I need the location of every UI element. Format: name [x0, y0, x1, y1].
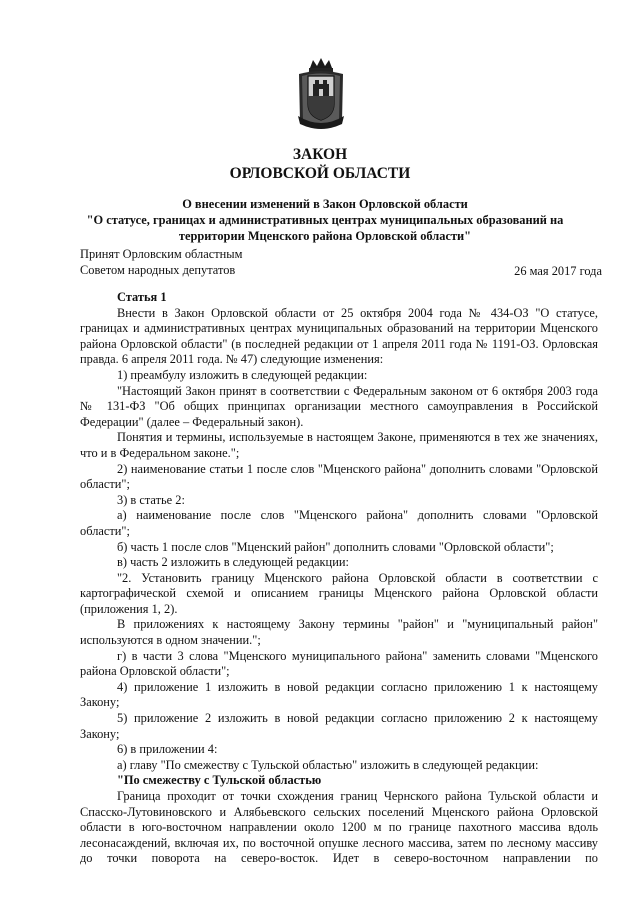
paragraph: 3) в статье 2: — [117, 492, 185, 507]
paragraph: 2) наименование статьи 1 после слов "Мценского района" дополнить словами "Орловской области"; — [80, 461, 598, 492]
adoption-line: Советом народных депутатов — [80, 263, 236, 277]
paragraph: 4) приложение 1 изложить в новой редакции согласно приложению 1 к настоящему Закону; — [80, 679, 598, 710]
paragraph: "2. Установить границу Мценского района Орловской области в соответствии с картографической схемой и описанием границы Мценского района Орловской области (приложения 1, 2). — [80, 570, 598, 616]
adoption-authority — [80, 246, 242, 278]
law-subtitle-quoted-title: "О статусе, границах и административных центрах муниципальных образований на территории Мценского района Орловской области" — [86, 213, 564, 243]
paragraph: а) главу "По смежеству с Тульской областью" изложить в следующей редакции: — [117, 757, 539, 772]
paragraph: 6) в приложении 4: — [117, 742, 218, 757]
chapter-heading: "По смежеству с Тульской областью — [117, 773, 322, 788]
adoption-line: Принят Орловским областным — [80, 247, 243, 261]
law-title: ЗАКОН — [292, 146, 348, 163]
paragraph: Граница проходит от точки схождения границ Чернского района Тульской области и Спасско-Лутовиновского и Алябьевского сельских поселений Мценского района Орловской области в юго-восточном направлении около 1200 м по границе пахотного массива вдоль лесонасаждений, включая их, по восточной опушке лесного массива, затем по лесному массиву до точки поворота на северо-восток. Идет в северо-восточном направлении по — [80, 789, 598, 866]
paragraph: 1) преамбулу изложить в следующей редакции: — [117, 367, 368, 382]
paragraph: "Настоящий Закон принят в соответствии с Федеральным законом от 6 октября 2003 года № 131-ФЗ "Об общих принципах организации местного самоуправления в Российской Федерации" (далее – Федеральный закон). — [80, 383, 598, 429]
law-subtitle: О внесении изменений в Закон Орловской области — [182, 197, 468, 211]
article-body — [80, 290, 598, 867]
law-title-region: ОРЛОВСКОЙ ОБЛАСТИ — [229, 165, 411, 182]
coat-of-arms-icon — [296, 58, 346, 130]
paragraph: Понятия и термины, используемые в настоящем Законе, применяются в тех же значениях, что и в Федеральном законе."; — [80, 430, 598, 460]
article-heading: Статья 1 — [117, 290, 167, 304]
adoption-date: 26 мая 2017 года — [514, 264, 602, 278]
paragraph: г) в части 3 слова "Мценского муниципального района" заменить словами "Мценского района Орловской области"; — [80, 648, 598, 679]
paragraph: а) наименование после слов "Мценского района" дополнить словами "Орловской области"; — [80, 508, 598, 538]
paragraph: 5) приложение 2 изложить в новой редакции согласно приложению 2 к настоящему Закону; — [80, 711, 598, 741]
paragraph: б) часть 1 после слов "Мценский район" дополнить словами "Орловской области"; — [117, 539, 554, 554]
paragraph: В приложениях к настоящему Закону термины "район" и "муниципальный район" используются в одном значении."; — [80, 617, 598, 648]
paragraph: Внести в Закон Орловской области от 25 октября 2004 года № 434-ОЗ "О статусе, границах и административных центрах муниципальных образований на территории Мценского района Орловской области" (в последней редакции от 1 апреля 2011 года № 1191-ОЗ. Орловская правда. 6 апреля 2011 года. № 47) следующие изменения: — [80, 305, 598, 367]
paragraph: в) часть 2 изложить в следующей редакции: — [117, 555, 349, 570]
